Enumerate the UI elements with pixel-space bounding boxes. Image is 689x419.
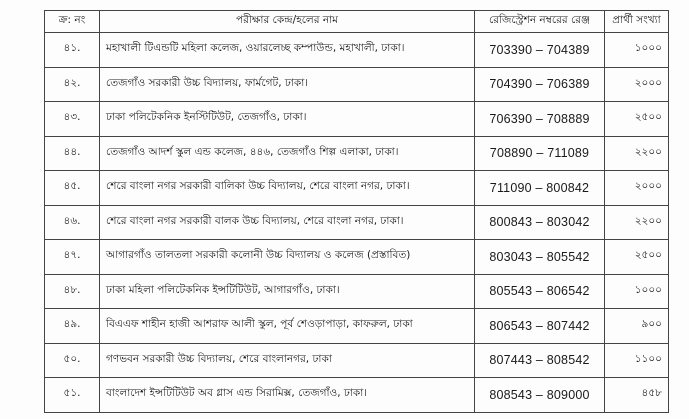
row-center-name: গণভবন সরকারী উচ্চ বিদ্যালয়, শেরে বাংলানগর, ঢাকা <box>100 343 475 378</box>
table-row <box>45 309 669 344</box>
row-serial: ৪৩. <box>45 102 100 137</box>
row-candidate-count: ২২০০ <box>605 136 669 171</box>
row-center-name: তেজগাঁও সরকারী উচ্চ বিদ্যালয়, ফার্মগেট, ঢাকা। <box>100 67 475 102</box>
row-serial: ৪৭. <box>45 240 100 275</box>
header-candidate-count: প্রার্থী সংখ্যা <box>605 11 669 33</box>
row-serial: ৪২. <box>45 67 100 102</box>
row-candidate-count: ২২০০ <box>605 205 669 240</box>
row-registration-range: 704390 – 706389 <box>475 67 605 102</box>
row-candidate-count: ২৫০০ <box>605 240 669 275</box>
row-center-name: আগারগাঁও তালতলা সরকারী কলোনী উচ্চ বিদ্যালয় ও কলেজ (প্রস্তাবিত) <box>100 240 475 275</box>
row-registration-range: 703390 – 704389 <box>475 33 605 68</box>
row-candidate-count: ২০০০ <box>605 171 669 206</box>
row-center-name: ঢাকা পলিটেকনিক ইনস্টিটিউট, তেজগাঁও, ঢাকা। <box>100 102 475 137</box>
row-candidate-count: ২০০০ <box>605 67 669 102</box>
row-center-name: শেরে বাংলা নগর সরকারী বালক উচ্চ বিদ্যালয়, শেরে বাংলা নগর, ঢাকা। <box>100 205 475 240</box>
row-serial: ৪১. <box>45 33 100 68</box>
table-row <box>45 378 669 413</box>
row-center-name: বিএএফ শাহীন হাজী আশরাফ আলী স্কুল, পূর্ব শেওড়াপাড়া, কাফরুল, ঢাকা <box>100 309 475 344</box>
row-candidate-count: ২৫০০ <box>605 102 669 137</box>
row-center-name: বাংলাদেশ ইন্সটিটিউট অব গ্লাস এন্ড সিরামিক্স, তেজগাঁও, ঢাকা। <box>100 378 475 413</box>
row-serial: ৪৪. <box>45 136 100 171</box>
table-header-row <box>45 11 669 33</box>
row-serial: ৪৯. <box>45 309 100 344</box>
table-row <box>45 67 669 102</box>
row-candidate-count: ১০০০ <box>605 33 669 68</box>
row-registration-range: 806543 – 807442 <box>475 309 605 344</box>
table-row <box>45 274 669 309</box>
header-center-name: পরীক্ষার কেন্দ্র/হলের নাম <box>100 11 475 33</box>
table-row <box>45 343 669 378</box>
table-row <box>45 136 669 171</box>
row-serial: ৪৫. <box>45 171 100 206</box>
row-serial: ৫১. <box>45 378 100 413</box>
table-body <box>45 33 669 413</box>
row-center-name: ঢাকা মহিলা পলিটেকনিক ইন্সটিটিউট, আগারগাঁও, ঢাকা। <box>100 274 475 309</box>
table-row <box>45 205 669 240</box>
row-candidate-count: ১১০০ <box>605 343 669 378</box>
row-registration-range: 805543 – 806542 <box>475 274 605 309</box>
row-registration-range: 708890 – 711089 <box>475 136 605 171</box>
row-registration-range: 807443 – 808542 <box>475 343 605 378</box>
table-row <box>45 33 669 68</box>
table-row <box>45 102 669 137</box>
table-row <box>45 171 669 206</box>
table-row <box>45 240 669 275</box>
row-serial: ৪৬. <box>45 205 100 240</box>
exam-centers-table <box>44 10 669 413</box>
row-candidate-count: ৯০০ <box>605 309 669 344</box>
row-registration-range: 803043 – 805542 <box>475 240 605 275</box>
row-center-name: শেরে বাংলা নগর সরকারী বালিকা উচ্চ বিদ্যালয়, শেরে বাংলা নগর, ঢাকা। <box>100 171 475 206</box>
row-registration-range: 711090 – 800842 <box>475 171 605 206</box>
header-registration-range: রেজিস্ট্রেশন নম্বরের রেঞ্জ <box>475 11 605 33</box>
row-candidate-count: ৪৫৮ <box>605 378 669 413</box>
row-registration-range: 808543 – 809000 <box>475 378 605 413</box>
row-registration-range: 706390 – 708889 <box>475 102 605 137</box>
header-serial: ক্র: নং <box>45 11 100 33</box>
row-registration-range: 800843 – 803042 <box>475 205 605 240</box>
row-serial: ৫০. <box>45 343 100 378</box>
row-serial: ৪৮. <box>45 274 100 309</box>
row-center-name: তেজগাঁও আদর্শ স্কুল এন্ড কলেজ, ৪৪৬, তেজগাঁও শিল্প এলাকা, ঢাকা। <box>100 136 475 171</box>
row-candidate-count: ১০০০ <box>605 274 669 309</box>
row-center-name: মহাখালী টিএন্ডটি মহিলা কলেজ, ওয়ারলেচ্ছ কম্পাউন্ড, মহাখালী, ঢাকা। <box>100 33 475 68</box>
